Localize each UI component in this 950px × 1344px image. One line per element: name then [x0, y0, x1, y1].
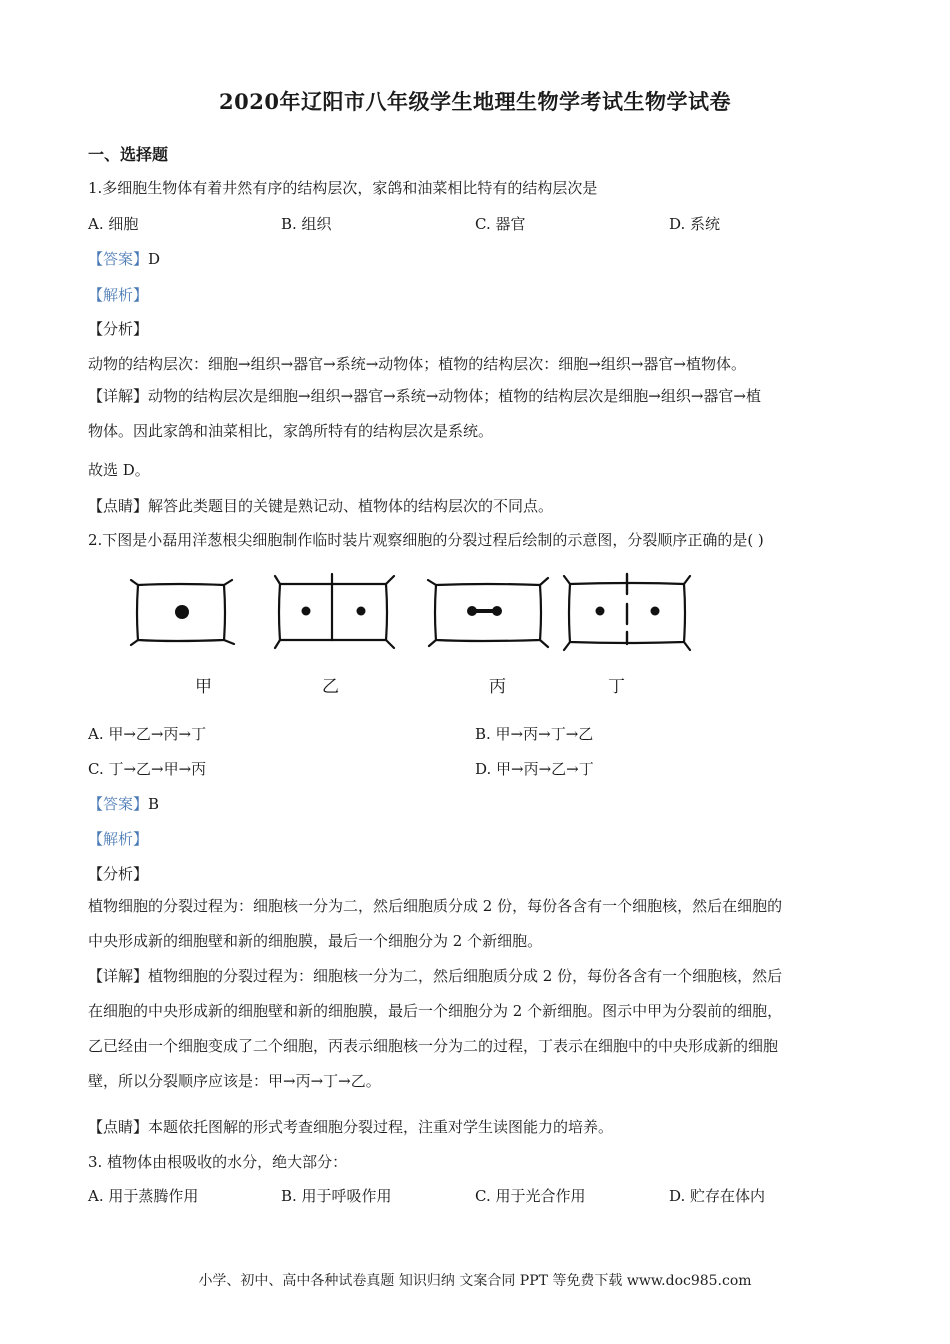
nucleus-bridge — [472, 609, 497, 613]
q1-option-a: A. 细胞 — [88, 215, 139, 233]
cell-division-diagram — [128, 568, 698, 668]
nucleus — [651, 607, 660, 616]
q3-option-c: C. 用于光合作用 — [475, 1187, 586, 1205]
q2-fenxi — [88, 889, 863, 959]
q2-option-d: D. 甲→丙→乙→丁 — [475, 760, 594, 778]
figure-label-jia: 甲 — [195, 677, 212, 697]
nucleus — [357, 607, 366, 616]
q1-detail-line: 物体。因此家鸽和油菜相比，家鸽所特有的结构层次是系统。 — [88, 422, 494, 440]
answer-tag: 【答案】 — [88, 795, 149, 813]
q2-answer — [88, 793, 159, 814]
q1-option-c: C. 器官 — [475, 215, 526, 233]
figure-label-bing: 丙 — [489, 677, 506, 697]
q3-option-d: D. 贮存在体内 — [669, 1187, 766, 1205]
q2-detail-line: 【详解】植物细胞的分裂过程为：细胞核一分为二，然后细胞质分成 2 份，每份各含有一个细胞核，然后 — [88, 967, 783, 985]
section-heading: 一、选择题 — [88, 145, 169, 164]
page-footer: 小学、初中、高中各种试卷真题 知识归纳 文案合同 PPT 等免费下载 www.doc985.com — [198, 1273, 752, 1289]
q1-detail-line: 【详解】动物的结构层次是细胞→组织→器官→系统→动物体；植物的结构层次是细胞→组织→器官→植 — [88, 387, 761, 405]
q1-choice: 故选 D。 — [88, 461, 150, 479]
figure-label-yi: 乙 — [322, 677, 339, 697]
q2-detail-line: 乙已经由一个细胞变成了二个细胞，丙表示细胞核一分为二的过程，丁表示在细胞中的中央形成新的细胞 — [88, 1037, 779, 1055]
q2-stem: 2.下图是小磊用洋葱根尖细胞制作临时装片观察细胞的分裂过程后绘制的示意图，分裂顺序正确的是( ) — [88, 531, 764, 549]
q1-fenxi-tag: 【分析】 — [88, 320, 149, 338]
q2-detail-line: 在细胞的中央形成新的细胞壁和新的细胞膜，最后一个细胞分为 2 个新细胞。图示中甲为分裂前的细胞， — [88, 1002, 783, 1020]
q2-option-c: C. 丁→乙→甲→丙 — [88, 760, 207, 778]
q3-option-a: A. 用于蒸腾作用 — [88, 1187, 199, 1205]
q3-option-b: B. 用于呼吸作用 — [281, 1187, 392, 1205]
nucleus — [596, 607, 605, 616]
q2-analysis-tag: 【解析】 — [88, 830, 149, 848]
q2-fenxi-tag: 【分析】 — [88, 865, 149, 883]
nucleus — [302, 607, 311, 616]
page-title: 2020年辽阳市八年级学生地理生物学考试生物学试卷 — [219, 89, 731, 114]
cell-division-figure — [128, 568, 698, 703]
q1-option-d: D. 系统 — [669, 215, 721, 233]
answer-value: D — [148, 250, 161, 268]
q1-option-b: B. 组织 — [281, 215, 332, 233]
q2-fenxi-line: 植物细胞的分裂过程为：细胞核一分为二，然后细胞质分成 2 份，每份各含有一个细胞核，然后在细胞的 — [88, 897, 783, 915]
nucleus — [175, 605, 189, 619]
q1-dianjing: 【点睛】解答此类题目的关键是熟记动、植物体的结构层次的不同点。 — [88, 497, 554, 515]
q2-option-b: B. 甲→丙→丁→乙 — [475, 725, 594, 743]
answer-tag: 【答案】 — [88, 250, 149, 268]
q2-dianjing: 【点睛】本题依托图解的形式考查细胞分裂过程，注重对学生读图能力的培养。 — [88, 1118, 614, 1136]
q2-detail — [88, 959, 863, 1099]
q1-analysis-tag: 【解析】 — [88, 286, 149, 304]
figure-label-ding: 丁 — [608, 677, 625, 697]
q1-detail — [88, 379, 863, 449]
q3-stem: 3. 植物体由根吸收的水分，绝大部分： — [88, 1153, 348, 1171]
q1-stem: 1.多细胞生物体有着井然有序的结构层次，家鸽和油菜相比特有的结构层次是 — [88, 179, 598, 197]
q1-answer — [88, 248, 160, 269]
q2-fenxi-line: 中央形成新的细胞壁和新的细胞膜，最后一个细胞分为 2 个新细胞。 — [88, 932, 543, 950]
answer-value: B — [148, 795, 160, 813]
q2-option-a: A. 甲→乙→丙→丁 — [88, 725, 207, 743]
q1-fenxi-text: 动物的结构层次：细胞→组织→器官→系统→动物体；植物的结构层次：细胞→组织→器官→植物体。 — [88, 355, 746, 373]
q2-detail-line: 壁，所以分裂顺序应该是：甲→丙→丁→乙。 — [88, 1072, 381, 1090]
